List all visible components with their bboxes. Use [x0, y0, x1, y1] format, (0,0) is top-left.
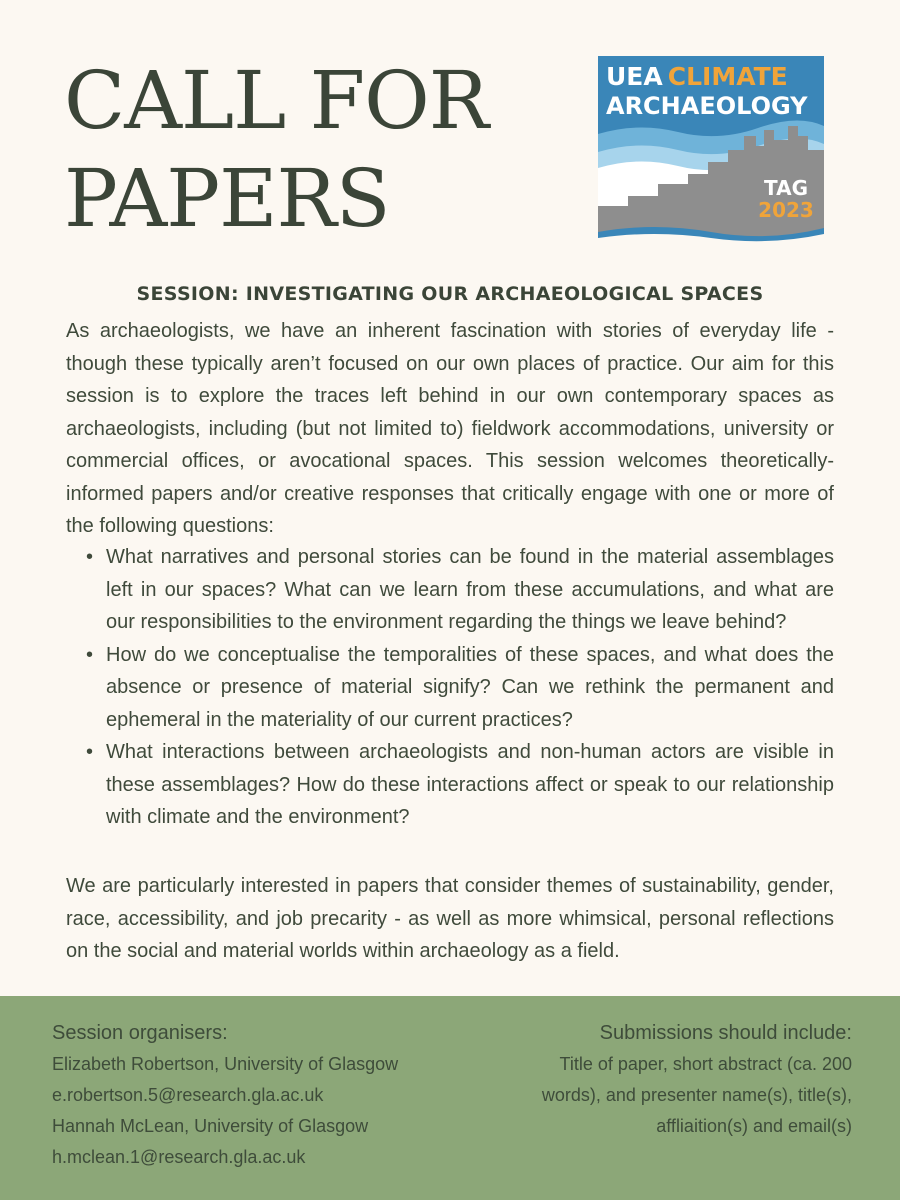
submissions-line: words), and presenter name(s), title(s),	[541, 1085, 852, 1105]
session-outro: We are particularly interested in papers that consider themes of sustainability, gender, race, accessibility, and job precarity - as well as more whimsical, personal reflections on the social and material worlds within archaeology as a field.	[66, 875, 834, 962]
organisers-title: Session organisers:	[52, 1022, 228, 1044]
question-item: • How do we conceptualise the temporalities of these spaces, and what does the absence or presence of material signify? Can we rethink the permanent and ephemeral in the materiality of our current practices?	[86, 639, 834, 737]
session-intro: As archaeologists, we have an inherent fascination with stories of everyday life - though these typically aren’t focused on our own places of practice. Our aim for this session is to explore the traces left behind in our own contemporary spaces as archaeologists, including (but not limited to) fieldwork accommodations, university or commercial offices, or avocational spaces. This session welcomes theoretically-informed papers and/or creative responses that critically engage with one or more of the following questions:	[66, 320, 834, 537]
organiser-name: Elizabeth Robertson, University of Glasgow	[52, 1054, 399, 1074]
logo-tag: TAG	[764, 176, 808, 200]
title-line-2: PAPERS	[64, 152, 390, 245]
submissions-line: affliaition(s) and email(s)	[656, 1116, 852, 1136]
organiser-email: e.robertson.5@research.gla.ac.uk	[52, 1085, 324, 1105]
logo-year: 2023	[758, 198, 814, 222]
submissions-line: Title of paper, short abstract (ca. 200	[559, 1054, 852, 1074]
title-line-1: CALL FOR	[64, 54, 488, 147]
logo-line-1	[606, 62, 788, 92]
climate-archaeology-logo	[598, 56, 824, 242]
submissions-title: Submissions should include:	[599, 1022, 852, 1044]
organisers-block	[52, 1018, 398, 1173]
question-item: • What narratives and personal stories can be found in the material assemblages left in our spaces? What can we learn from these accumulations, and what are our responsibilities to the environment regarding the things we leave behind?	[86, 541, 834, 639]
logo-climate: CLIMATE	[667, 62, 788, 91]
submissions-block	[492, 1018, 852, 1142]
logo-uea: UEA	[606, 62, 663, 91]
page-title	[64, 52, 488, 248]
footer-band	[0, 996, 900, 1200]
question-list	[86, 541, 834, 834]
question-item: • What interactions between archaeologists and non-human actors are visible in these assemblages? How do these interactions affect or speak to our relationship with climate and the environment?	[86, 736, 834, 834]
organiser-email: h.mclean.1@research.gla.ac.uk	[52, 1147, 306, 1167]
session-heading: SESSION: INVESTIGATING OUR ARCHAEOLOGICAL SPACES	[136, 283, 764, 305]
logo-archaeology: ARCHAEOLOGY	[606, 92, 808, 120]
organiser-name: Hannah McLean, University of Glasgow	[52, 1116, 369, 1136]
